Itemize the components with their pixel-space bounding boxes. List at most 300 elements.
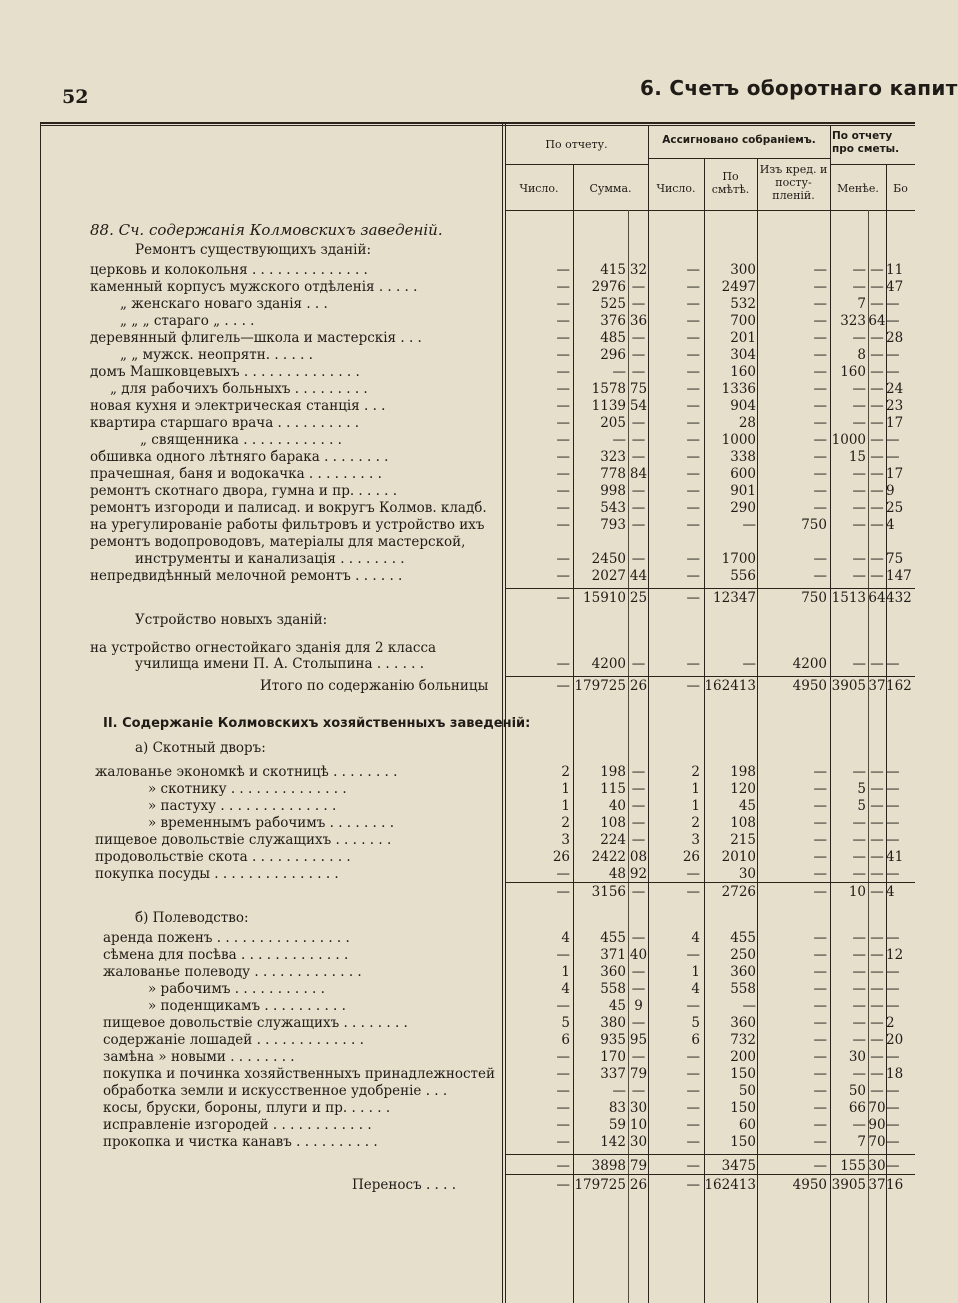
cell-p: 3475 bbox=[721, 1158, 756, 1174]
cell-n: — bbox=[686, 568, 700, 584]
row-label: » скотнику . . . . . . . . . . . . . . bbox=[148, 781, 347, 797]
cell-b: — bbox=[886, 1083, 900, 1099]
row-label: ремонтъ водопроводовъ, матеріалы для мастерской, bbox=[90, 534, 466, 550]
header-po-otchetu-protiv: По отчету про сметы. bbox=[832, 130, 900, 155]
row-label: на устройство огнестойкаго зданія для 2 класса bbox=[90, 640, 437, 656]
cell-b: — bbox=[886, 998, 900, 1014]
row-label: непредвидѣнный мелочной ремонтъ . . . . . . bbox=[90, 568, 403, 584]
cell-b: — bbox=[886, 364, 900, 380]
header-group-rule-2 bbox=[648, 158, 830, 159]
cell-k: 44 bbox=[629, 568, 648, 584]
cell-mk: — bbox=[870, 347, 884, 363]
cell-c: — bbox=[556, 381, 570, 397]
cell-p: 700 bbox=[730, 313, 756, 329]
cell-c: 6 bbox=[561, 1032, 570, 1048]
cell-b: 16 bbox=[886, 1177, 904, 1193]
cell-i: — bbox=[813, 998, 827, 1014]
cell-p: — bbox=[742, 998, 756, 1014]
cell-k: 54 bbox=[629, 398, 648, 414]
cell-s: 558 bbox=[600, 981, 626, 997]
cell-mk: — bbox=[870, 330, 884, 346]
cell-s: 205 bbox=[600, 415, 626, 431]
cell-n: 6 bbox=[691, 1032, 700, 1048]
cell-mk: — bbox=[870, 449, 884, 465]
cell-c: 4 bbox=[561, 930, 570, 946]
cell-s: 360 bbox=[600, 964, 626, 980]
header-group-rule-3 bbox=[830, 164, 915, 165]
cell-n: — bbox=[686, 296, 700, 312]
cell-n: — bbox=[686, 398, 700, 414]
cell-c: 26 bbox=[552, 849, 570, 865]
cell-m: — bbox=[852, 279, 866, 295]
cell-b: — bbox=[886, 781, 900, 797]
cell-mk: — bbox=[870, 432, 884, 448]
cell-k: — bbox=[631, 1083, 646, 1099]
cell-m: 160 bbox=[840, 364, 866, 380]
cell-p: 150 bbox=[730, 1134, 756, 1150]
cell-k: — bbox=[631, 364, 646, 380]
cell-k: — bbox=[631, 449, 646, 465]
cell-c: — bbox=[556, 568, 570, 584]
cell-m: 8 bbox=[857, 347, 866, 363]
row-label: » пастуху . . . . . . . . . . . . . . bbox=[148, 798, 337, 814]
row-label: Ремонтъ существующихъ зданій: bbox=[135, 242, 372, 258]
cell-s: 543 bbox=[600, 500, 626, 516]
cell-i: — bbox=[813, 364, 827, 380]
cell-k: — bbox=[631, 798, 646, 814]
cell-s: 380 bbox=[600, 1015, 626, 1031]
cell-p: 360 bbox=[730, 964, 756, 980]
cell-n: — bbox=[686, 1117, 700, 1133]
header-iz-kred: Изъ кред. и посту- пленій. bbox=[759, 163, 828, 202]
cell-m: — bbox=[852, 656, 866, 672]
cell-k: — bbox=[631, 415, 646, 431]
cell-m: — bbox=[852, 1117, 866, 1133]
cell-n: 1 bbox=[691, 798, 700, 814]
cell-k: — bbox=[631, 981, 646, 997]
cell-k: — bbox=[631, 832, 646, 848]
subtotal-rule-1 bbox=[505, 588, 915, 589]
cell-m: 3905 bbox=[831, 1177, 866, 1193]
cell-s: 525 bbox=[600, 296, 626, 312]
cell-mk: — bbox=[870, 832, 884, 848]
cell-b: — bbox=[886, 1049, 900, 1065]
cell-i: — bbox=[813, 981, 827, 997]
cell-i: — bbox=[813, 1032, 827, 1048]
cell-k: — bbox=[631, 884, 646, 900]
cell-b: — bbox=[886, 449, 900, 465]
cell-mk: — bbox=[870, 930, 884, 946]
cell-k: — bbox=[631, 764, 646, 780]
cell-c: — bbox=[556, 262, 570, 278]
cell-b: 24 bbox=[886, 381, 904, 397]
cell-m: — bbox=[852, 1032, 866, 1048]
cell-n: — bbox=[686, 364, 700, 380]
cell-s: 2422 bbox=[591, 849, 626, 865]
cell-k: 36 bbox=[629, 313, 648, 329]
cell-b: — bbox=[886, 313, 900, 329]
cell-b: 20 bbox=[886, 1032, 904, 1048]
cell-n: 2 bbox=[691, 815, 700, 831]
cell-k: — bbox=[631, 517, 646, 533]
cell-c: — bbox=[556, 590, 570, 606]
row-label: обработка земли и искусственное удобреніе . . . bbox=[103, 1083, 448, 1099]
row-label: обшивка одного лѣтняго барака . . . . . . . . bbox=[90, 449, 389, 465]
cell-n: — bbox=[686, 656, 700, 672]
cell-c: — bbox=[556, 517, 570, 533]
cell-c: — bbox=[556, 1049, 570, 1065]
cell-c: — bbox=[556, 1158, 570, 1174]
cell-mk: 37 bbox=[868, 678, 886, 694]
cell-n: — bbox=[686, 262, 700, 278]
cell-b: — bbox=[886, 981, 900, 997]
cell-b: 18 bbox=[886, 1066, 904, 1082]
cell-p: 28 bbox=[738, 415, 756, 431]
cell-k: 79 bbox=[629, 1066, 648, 1082]
cell-k: 40 bbox=[629, 947, 648, 963]
cell-p: 304 bbox=[730, 347, 756, 363]
cell-s: 40 bbox=[608, 798, 626, 814]
row-label: » поденщикамъ . . . . . . . . . . bbox=[148, 998, 346, 1014]
cell-p: 600 bbox=[730, 466, 756, 482]
cell-k: 84 bbox=[629, 466, 648, 482]
cell-m: — bbox=[852, 981, 866, 997]
cell-mk: — bbox=[870, 849, 884, 865]
row-label: сѣмена для посѣва . . . . . . . . . . . . . bbox=[103, 947, 349, 963]
cell-b: 28 bbox=[886, 330, 904, 346]
cell-m: — bbox=[852, 764, 866, 780]
cell-b: 4 bbox=[886, 884, 895, 900]
cell-m: — bbox=[852, 930, 866, 946]
cell-m: — bbox=[852, 500, 866, 516]
cell-c: — bbox=[556, 296, 570, 312]
cell-i: — bbox=[813, 296, 827, 312]
cell-b: 75 bbox=[886, 551, 904, 567]
cell-s: 485 bbox=[600, 330, 626, 346]
row-label: прокопка и чистка канавъ . . . . . . . . . . bbox=[103, 1134, 378, 1150]
cell-p: 150 bbox=[730, 1066, 756, 1082]
row-label: жалованье полеводу . . . . . . . . . . . . . bbox=[103, 964, 362, 980]
cell-k: 30 bbox=[629, 1100, 648, 1116]
cell-i: — bbox=[813, 347, 827, 363]
cell-k: 26 bbox=[629, 678, 648, 694]
cell-c: — bbox=[556, 415, 570, 431]
cell-b: — bbox=[886, 656, 900, 672]
cell-i: — bbox=[813, 398, 827, 414]
cell-c: 3 bbox=[561, 832, 570, 848]
header-assign: Ассигновано собраніемъ. bbox=[662, 134, 816, 146]
row-label: замѣна » новыми . . . . . . . . bbox=[103, 1049, 295, 1065]
cell-s: 2027 bbox=[591, 568, 626, 584]
cell-m: — bbox=[852, 1015, 866, 1031]
cell-s: 376 bbox=[600, 313, 626, 329]
cell-n: — bbox=[686, 517, 700, 533]
cell-n: — bbox=[686, 500, 700, 516]
row-label: » рабочимъ . . . . . . . . . . . bbox=[148, 981, 325, 997]
cell-c: 1 bbox=[561, 798, 570, 814]
cell-n: — bbox=[686, 313, 700, 329]
cell-mk: 70 bbox=[868, 1134, 886, 1150]
cell-s: 15910 bbox=[583, 590, 626, 606]
cell-m: 155 bbox=[840, 1158, 866, 1174]
cell-i: — bbox=[813, 1083, 827, 1099]
cell-s: 455 bbox=[600, 930, 626, 946]
cell-m: — bbox=[852, 866, 866, 882]
row-label: церковь и колокольня . . . . . . . . . . . . . . bbox=[90, 262, 368, 278]
cell-i: — bbox=[813, 832, 827, 848]
cell-mk: — bbox=[870, 398, 884, 414]
cell-m: 7 bbox=[857, 1134, 866, 1150]
cell-c: — bbox=[556, 551, 570, 567]
row-label: училища имени П. А. Столыпина . . . . . . bbox=[135, 656, 425, 672]
cell-mk: — bbox=[870, 781, 884, 797]
row-label: каменный корпусъ мужского отдѣленія . . . . . bbox=[90, 279, 418, 295]
cell-i: — bbox=[813, 781, 827, 797]
cell-c: — bbox=[556, 466, 570, 482]
cell-mk: — bbox=[870, 1083, 884, 1099]
cell-b: — bbox=[886, 432, 900, 448]
cell-n: 4 bbox=[691, 930, 700, 946]
cell-n: 2 bbox=[691, 764, 700, 780]
cell-i: — bbox=[813, 947, 827, 963]
cell-k: — bbox=[631, 1015, 646, 1031]
cell-p: 198 bbox=[730, 764, 756, 780]
cell-mk: — bbox=[870, 866, 884, 882]
row-label: домъ Машковцевыхъ . . . . . . . . . . . . . . bbox=[90, 364, 360, 380]
cell-mk: — bbox=[870, 764, 884, 780]
cell-b: — bbox=[886, 1158, 900, 1174]
cell-c: — bbox=[556, 866, 570, 882]
cell-s: 198 bbox=[600, 764, 626, 780]
cell-c: — bbox=[556, 500, 570, 516]
cell-k: — bbox=[631, 432, 646, 448]
cell-i: — bbox=[813, 964, 827, 980]
cell-s: 2976 bbox=[591, 279, 626, 295]
cell-s: 935 bbox=[600, 1032, 626, 1048]
cell-s: 2450 bbox=[591, 551, 626, 567]
cell-i: — bbox=[813, 815, 827, 831]
cell-b: — bbox=[886, 1117, 900, 1133]
cell-i: — bbox=[813, 313, 827, 329]
table-top-rule-2 bbox=[40, 125, 915, 126]
cell-i: — bbox=[813, 330, 827, 346]
cell-c: 1 bbox=[561, 964, 570, 980]
cell-k: — bbox=[631, 330, 646, 346]
cell-s: 4200 bbox=[591, 656, 626, 672]
cell-n: — bbox=[686, 1066, 700, 1082]
total-rule-1 bbox=[505, 676, 915, 677]
cell-k: — bbox=[631, 279, 646, 295]
cell-mk: — bbox=[870, 364, 884, 380]
cell-p: 108 bbox=[730, 815, 756, 831]
row-label: жалованье экономкѣ и скотницѣ . . . . . . . . bbox=[95, 764, 398, 780]
header-bottom-rule bbox=[505, 210, 915, 211]
transfer-rule bbox=[505, 1174, 915, 1175]
cell-mk: — bbox=[870, 296, 884, 312]
cell-mk: — bbox=[870, 500, 884, 516]
cell-n: — bbox=[686, 947, 700, 963]
cell-s: 323 bbox=[600, 449, 626, 465]
cell-mk: — bbox=[870, 947, 884, 963]
cell-c: 2 bbox=[561, 764, 570, 780]
cell-c: — bbox=[556, 364, 570, 380]
cell-k: 92 bbox=[629, 866, 648, 882]
cell-m: 7 bbox=[857, 296, 866, 312]
cell-b: 147 bbox=[886, 568, 912, 584]
cell-k: — bbox=[631, 296, 646, 312]
row-label: „ священника . . . . . . . . . . . . bbox=[140, 432, 342, 448]
header-bolee: Бо bbox=[893, 182, 908, 195]
row-label: ремонтъ скотнаго двора, гумна и пр. . . . . . bbox=[90, 483, 398, 499]
cell-s: 296 bbox=[600, 347, 626, 363]
cell-c: — bbox=[556, 1083, 570, 1099]
cell-k: — bbox=[631, 347, 646, 363]
cell-i: — bbox=[813, 449, 827, 465]
cell-n: — bbox=[686, 347, 700, 363]
cell-c: — bbox=[556, 432, 570, 448]
cell-i: — bbox=[813, 551, 827, 567]
cell-k: 26 bbox=[629, 1177, 648, 1193]
header-summa: Сумма. bbox=[589, 182, 632, 195]
section-heading: II. Содержаніе Колмовскихъ хозяйственныхъ заведеній: bbox=[103, 716, 531, 731]
cell-n: — bbox=[686, 1177, 700, 1193]
cell-p: 250 bbox=[730, 947, 756, 963]
cell-n: 4 bbox=[691, 981, 700, 997]
cell-m: 1000 bbox=[831, 432, 866, 448]
cell-b: — bbox=[886, 347, 900, 363]
cell-m: 323 bbox=[840, 313, 866, 329]
cell-mk: — bbox=[870, 1032, 884, 1048]
cell-m: 5 bbox=[857, 798, 866, 814]
cell-b: 47 bbox=[886, 279, 904, 295]
cell-c: — bbox=[556, 1177, 570, 1193]
cell-i: 4200 bbox=[792, 656, 827, 672]
cell-k: — bbox=[631, 815, 646, 831]
cell-m: 10 bbox=[848, 884, 866, 900]
cell-n: — bbox=[686, 998, 700, 1014]
cell-c: — bbox=[556, 1100, 570, 1116]
table-top-rule bbox=[40, 122, 915, 124]
row-label: покупка посуды . . . . . . . . . . . . . . . bbox=[95, 866, 339, 882]
cell-p: 338 bbox=[730, 449, 756, 465]
cell-p: 556 bbox=[730, 568, 756, 584]
cell-mk: — bbox=[870, 568, 884, 584]
cell-m: — bbox=[852, 483, 866, 499]
cell-m: — bbox=[852, 947, 866, 963]
cell-i: — bbox=[813, 1066, 827, 1082]
cell-mk: — bbox=[870, 415, 884, 431]
cell-b: — bbox=[886, 866, 900, 882]
cell-i: — bbox=[813, 1117, 827, 1133]
subtotal-rule-3 bbox=[505, 1154, 915, 1155]
cell-m: — bbox=[852, 262, 866, 278]
cell-b: — bbox=[886, 832, 900, 848]
cell-p: 60 bbox=[738, 1117, 756, 1133]
cell-s: 115 bbox=[600, 781, 626, 797]
cell-k: 32 bbox=[629, 262, 648, 278]
cell-s: 179725 bbox=[574, 1177, 626, 1193]
cell-p: 12347 bbox=[713, 590, 756, 606]
section-heading: 88. Сч. содержанія Колмовскихъ заведеній. bbox=[90, 221, 443, 239]
cell-mk: — bbox=[870, 551, 884, 567]
cell-c: 5 bbox=[561, 1015, 570, 1031]
cell-p: 162413 bbox=[704, 678, 756, 694]
header-chislo: Число. bbox=[519, 182, 559, 195]
cell-p: 290 bbox=[730, 500, 756, 516]
cell-p: 2726 bbox=[721, 884, 756, 900]
cell-n: — bbox=[686, 1158, 700, 1174]
row-label: на урегулированіе работы фильтровъ и устройство ихъ bbox=[90, 517, 485, 533]
cell-k: — bbox=[631, 500, 646, 516]
cell-m: — bbox=[852, 568, 866, 584]
cell-n: — bbox=[686, 449, 700, 465]
cell-mk: — bbox=[870, 815, 884, 831]
cell-n: 26 bbox=[682, 849, 700, 865]
cell-n: 3 bbox=[691, 832, 700, 848]
cell-c: — bbox=[556, 347, 570, 363]
cell-mk: — bbox=[870, 798, 884, 814]
cell-p: 532 bbox=[730, 296, 756, 312]
cell-i: — bbox=[813, 415, 827, 431]
cell-s: 48 bbox=[608, 866, 626, 882]
row-label: ремонтъ изгороди и палисад. и вокругъ Колмов. кладб. bbox=[90, 500, 487, 516]
cell-p: 2010 bbox=[721, 849, 756, 865]
cell-i: — bbox=[813, 1100, 827, 1116]
cell-m: 1513 bbox=[831, 590, 866, 606]
cell-i: — bbox=[813, 1049, 827, 1065]
cell-p: 30 bbox=[738, 866, 756, 882]
cell-m: — bbox=[852, 849, 866, 865]
cell-i: 750 bbox=[801, 517, 827, 533]
cell-s: 179725 bbox=[574, 678, 626, 694]
cell-b: 162 bbox=[886, 678, 912, 694]
cell-n: — bbox=[686, 551, 700, 567]
cell-p: 120 bbox=[730, 781, 756, 797]
header-menee: Менѣе. bbox=[837, 182, 879, 195]
cell-p: 1000 bbox=[721, 432, 756, 448]
cell-mk: — bbox=[870, 381, 884, 397]
cell-m: — bbox=[852, 964, 866, 980]
cell-p: 160 bbox=[730, 364, 756, 380]
cell-n: 1 bbox=[691, 781, 700, 797]
cell-m: — bbox=[852, 466, 866, 482]
cell-b: — bbox=[886, 798, 900, 814]
cell-p: 45 bbox=[738, 798, 756, 814]
cell-s: 142 bbox=[600, 1134, 626, 1150]
cell-i: — bbox=[813, 568, 827, 584]
cell-s: — bbox=[612, 1083, 626, 1099]
cell-mk: — bbox=[870, 483, 884, 499]
cell-i: — bbox=[813, 866, 827, 882]
cell-s: 108 bbox=[600, 815, 626, 831]
cell-mk: — bbox=[870, 279, 884, 295]
cell-mk: — bbox=[870, 466, 884, 482]
cell-c: — bbox=[556, 330, 570, 346]
row-label: б) Полеводство: bbox=[135, 910, 249, 926]
row-label: новая кухня и электрическая станція . . . bbox=[90, 398, 386, 414]
cell-mk: — bbox=[870, 1066, 884, 1082]
row-label: а) Скотный дворъ: bbox=[135, 740, 266, 756]
cell-m: — bbox=[852, 381, 866, 397]
cell-k: 08 bbox=[629, 849, 648, 865]
row-label: квартира старшаго врача . . . . . . . . . . bbox=[90, 415, 360, 431]
cell-mk: — bbox=[870, 884, 884, 900]
cell-m: 30 bbox=[848, 1049, 866, 1065]
cell-mk: — bbox=[870, 517, 884, 533]
cell-p: 201 bbox=[730, 330, 756, 346]
page-number: 52 bbox=[62, 86, 89, 108]
cell-s: 778 bbox=[600, 466, 626, 482]
